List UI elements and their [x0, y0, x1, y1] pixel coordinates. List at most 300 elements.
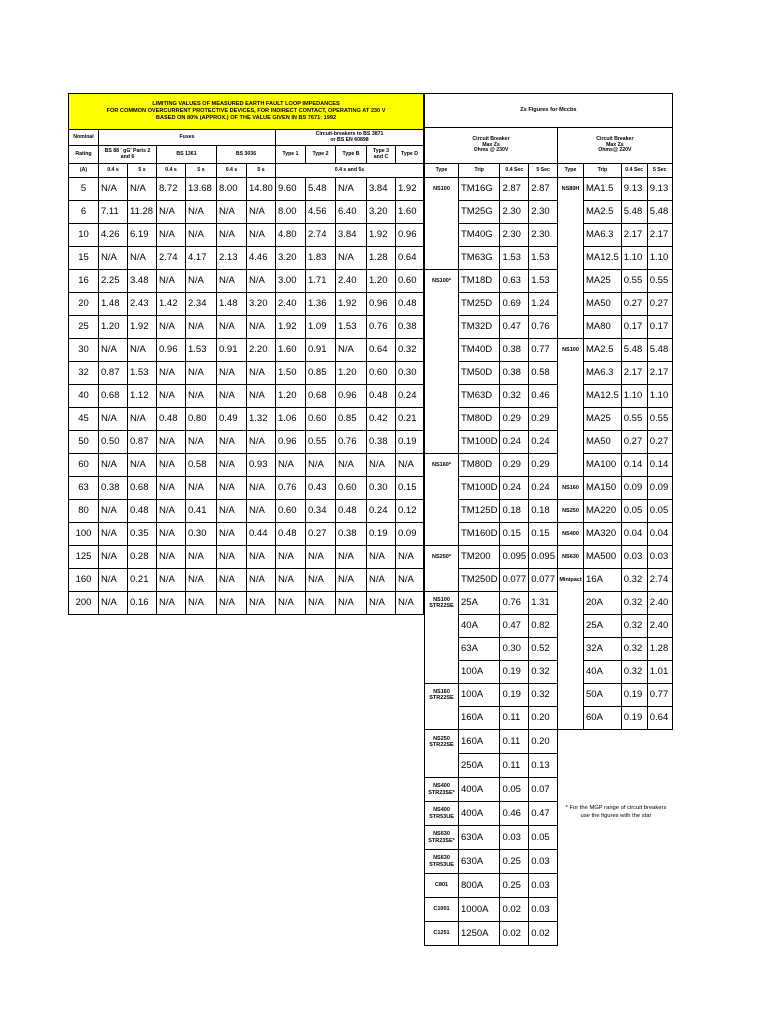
- cb-220v-line-3: Ohms@ 220V: [598, 147, 632, 154]
- table-row: [425, 615, 673, 638]
- trip-cell: 400A: [459, 802, 500, 826]
- impedance-cell: 0.55: [306, 431, 336, 454]
- impedance-cell: 3.20: [367, 201, 396, 224]
- blank-cell: [558, 922, 584, 946]
- impedance-cell: 1.42: [157, 293, 186, 316]
- impedance-cell: 1.12: [128, 385, 157, 408]
- impedance-cell: N/A: [157, 431, 186, 454]
- table-row: [425, 850, 673, 874]
- impedance-cell: N/A: [306, 569, 336, 592]
- zs-04-cell: 5.48: [621, 339, 647, 362]
- table-row: [69, 546, 424, 569]
- rating-cell: 200: [69, 592, 99, 615]
- impedance-cell: N/A: [217, 316, 247, 339]
- zs-04-cell: 0.19: [500, 661, 529, 684]
- impedance-cell: 1.60: [276, 339, 306, 362]
- sec04-col-header: 0.4 Sec: [500, 164, 529, 178]
- zs-5-cell: 0.24: [529, 431, 558, 454]
- type1-header: Type 1: [276, 146, 306, 164]
- breaker-type-cell: [425, 408, 459, 431]
- impedance-cell: N/A: [217, 431, 247, 454]
- zs-5-cell: 5.48: [647, 339, 672, 362]
- table-row: [425, 826, 673, 850]
- impedance-cell: 0.91: [306, 339, 336, 362]
- trip-cell: MA1.5: [584, 178, 622, 201]
- impedance-cell: 4.56: [306, 201, 336, 224]
- zs-04-cell: 1.10: [621, 247, 647, 270]
- zs-04-cell: 0.38: [500, 362, 529, 385]
- table-row: [425, 569, 673, 592]
- breaker-type-cell: NS400 STR23SE*: [425, 778, 459, 802]
- impedance-cell: N/A: [99, 339, 128, 362]
- zs-5-cell: 0.03: [529, 850, 558, 874]
- zs-5-cell: 0.03: [647, 546, 672, 569]
- impedance-cell: 1.92: [396, 178, 424, 201]
- time-header: 0.4 s: [157, 164, 186, 178]
- impedance-cell: N/A: [157, 454, 186, 477]
- time-header: 0.4 s: [99, 164, 128, 178]
- impedance-cell: 4.46: [247, 247, 276, 270]
- impedance-cell: N/A: [99, 546, 128, 569]
- impedance-cell: N/A: [186, 201, 217, 224]
- table-row: [425, 778, 673, 802]
- zs-04-cell: 0.04: [621, 523, 647, 546]
- zs-5-cell: 0.32: [529, 661, 558, 684]
- table-row: [425, 293, 673, 316]
- zs-5-cell: 2.17: [647, 362, 672, 385]
- trip-cell: 50A: [584, 684, 622, 707]
- blank-cell: [647, 826, 672, 850]
- impedance-cell: 8.72: [157, 178, 186, 201]
- breaker-type-cell: NS160*: [425, 454, 459, 477]
- zs-5-cell: 2.40: [647, 592, 672, 615]
- trip-cell: TM40D: [459, 339, 500, 362]
- zs-04-cell: 0.29: [500, 454, 529, 477]
- impedance-cell: 4.80: [276, 224, 306, 247]
- impedance-cell: 1.36: [306, 293, 336, 316]
- impedance-cell: 1.48: [217, 293, 247, 316]
- impedance-cell: N/A: [336, 178, 367, 201]
- impedance-cell: N/A: [186, 362, 217, 385]
- breaker-type-cell: [425, 661, 459, 684]
- zs-04-cell: 0.29: [500, 408, 529, 431]
- trip-cell: TM80D: [459, 454, 500, 477]
- rating-cell: 6: [69, 201, 99, 224]
- blank-cell: [621, 754, 647, 778]
- breaker-type-cell: [425, 477, 459, 500]
- trip-cell: TM80D: [459, 408, 500, 431]
- impedance-cell: 0.48: [396, 293, 424, 316]
- typeb-header: Type B: [336, 146, 367, 164]
- impedance-cell: N/A: [217, 569, 247, 592]
- impedance-cell: N/A: [157, 270, 186, 293]
- breakers-header-line-1: Circuit-breakers to BS 3871: [315, 130, 384, 137]
- trip-cell: TM125D: [459, 500, 500, 523]
- impedance-cell: N/A: [217, 385, 247, 408]
- impedance-cell: N/A: [186, 385, 217, 408]
- breaker-type-cell: NS100 STR22SE: [425, 592, 459, 615]
- cb-230v-header: [425, 128, 558, 164]
- time-header: 5 s: [247, 164, 276, 178]
- sec5-col-header: 5 Sec: [529, 164, 558, 178]
- impedance-cell: N/A: [128, 339, 157, 362]
- impedance-cell: N/A: [247, 201, 276, 224]
- rating-cell: 16: [69, 270, 99, 293]
- impedance-cell: 1.48: [99, 293, 128, 316]
- zs-04-cell: 0.18: [500, 500, 529, 523]
- rating-cell: 60: [69, 454, 99, 477]
- impedance-cell: 0.76: [367, 316, 396, 339]
- zs-5-cell: 1.01: [647, 661, 672, 684]
- impedance-cell: 2.40: [336, 270, 367, 293]
- table-row: [425, 316, 673, 339]
- zs-04-cell: 0.15: [500, 523, 529, 546]
- trip-cell: MA12.5: [584, 247, 622, 270]
- impedance-cell: 0.96: [157, 339, 186, 362]
- zs-5-cell: 0.46: [529, 385, 558, 408]
- impedance-cell: 0.38: [396, 316, 424, 339]
- table-row: [425, 178, 673, 201]
- impedance-cell: N/A: [157, 362, 186, 385]
- breaker-type-cell: [558, 431, 584, 454]
- typed-header: Type D: [396, 146, 424, 164]
- table-row: [425, 201, 673, 224]
- table-row: [69, 569, 424, 592]
- impedance-cell: N/A: [157, 546, 186, 569]
- impedance-cell: 3.48: [128, 270, 157, 293]
- impedance-cell: 1.20: [336, 362, 367, 385]
- trip-cell: MA150: [584, 477, 622, 500]
- trip-cell: 60A: [584, 707, 622, 730]
- zs-04-cell: 2.17: [621, 224, 647, 247]
- zs-04-cell: 0.25: [500, 850, 529, 874]
- impedance-cell: N/A: [186, 270, 217, 293]
- impedance-cell: 1.92: [367, 224, 396, 247]
- table-row: [425, 362, 673, 385]
- rating-cell: 160: [69, 569, 99, 592]
- trip-cell: MA6.3: [584, 224, 622, 247]
- impedance-cell: N/A: [157, 592, 186, 615]
- rating-cell: 63: [69, 477, 99, 500]
- zs-5-cell: 0.02: [529, 922, 558, 946]
- impedance-cell: 0.48: [367, 385, 396, 408]
- breaker-type-cell: [558, 201, 584, 224]
- blank-cell: [647, 754, 672, 778]
- breaker-type-cell: [425, 201, 459, 224]
- breaker-type-cell: C801: [425, 874, 459, 898]
- zs-5-cell: 1.10: [647, 385, 672, 408]
- zs-5-cell: 0.17: [647, 316, 672, 339]
- zs-5-cell: 0.04: [647, 523, 672, 546]
- zs-5-cell: 0.32: [529, 684, 558, 707]
- impedance-cell: 3.84: [367, 178, 396, 201]
- blank-cell: [558, 778, 584, 802]
- rating-cell: 32: [69, 362, 99, 385]
- bs88-header: BS 88 ' gG' Parts 2 and 6: [99, 146, 157, 164]
- impedance-cell: N/A: [99, 500, 128, 523]
- zs-5-cell: 0.09: [647, 477, 672, 500]
- cb-230v-line-1: Circuit Breaker: [472, 135, 510, 142]
- rating-cell: 20: [69, 293, 99, 316]
- impedance-cell: N/A: [217, 362, 247, 385]
- impedance-cell: N/A: [276, 454, 306, 477]
- breaker-type-cell: [558, 385, 584, 408]
- impedance-cell: N/A: [217, 224, 247, 247]
- table-row: [425, 874, 673, 898]
- table-row: [425, 638, 673, 661]
- zs-5-cell: 2.87: [529, 178, 558, 201]
- impedance-cell: 0.64: [367, 339, 396, 362]
- breaker-type-cell: [558, 316, 584, 339]
- impedance-cell: 0.12: [396, 500, 424, 523]
- impedance-cell: 0.96: [336, 385, 367, 408]
- blank-cell: [584, 922, 622, 946]
- breaker-type-cell: Minipact: [558, 569, 584, 592]
- trip-col-header: Trip: [584, 164, 622, 178]
- impedance-cell: N/A: [217, 500, 247, 523]
- zs-04-cell: 0.19: [621, 707, 647, 730]
- table-row: [69, 339, 424, 362]
- time-header: 0.4 s: [217, 164, 247, 178]
- breaker-type-cell: [558, 293, 584, 316]
- blank-cell: [584, 730, 622, 754]
- breaker-type-cell: NS100*: [425, 270, 459, 293]
- impedance-cell: N/A: [247, 592, 276, 615]
- impedance-cell: 1.50: [276, 362, 306, 385]
- zs-5-cell: 5.48: [647, 201, 672, 224]
- zs-04-cell: 0.05: [621, 500, 647, 523]
- zs-04-cell: 2.30: [500, 224, 529, 247]
- breaker-type-cell: [558, 224, 584, 247]
- impedance-cell: N/A: [336, 454, 367, 477]
- impedance-cell: N/A: [276, 546, 306, 569]
- zs-5-cell: 0.05: [647, 500, 672, 523]
- rating-cell: 40: [69, 385, 99, 408]
- impedance-cell: N/A: [157, 477, 186, 500]
- breaker-type-cell: NS630: [558, 546, 584, 569]
- zs-04-cell: 0.09: [621, 477, 647, 500]
- impedance-cell: 2.74: [157, 247, 186, 270]
- trip-cell: MA2.5: [584, 339, 622, 362]
- impedance-cell: N/A: [186, 569, 217, 592]
- zs-5-cell: 0.52: [529, 638, 558, 661]
- breaker-type-cell: NS250 STR22SE: [425, 730, 459, 754]
- zs-5-cell: 0.55: [647, 408, 672, 431]
- impedance-cell: N/A: [157, 316, 186, 339]
- zs-5-cell: 0.03: [529, 874, 558, 898]
- table-row: [69, 477, 424, 500]
- trip-cell: 250A: [459, 754, 500, 778]
- breaker-type-cell: [425, 247, 459, 270]
- impedance-cell: 0.41: [186, 500, 217, 523]
- impedance-cell: 0.48: [336, 500, 367, 523]
- rating-cell: 100: [69, 523, 99, 546]
- impedance-cell: 0.76: [336, 431, 367, 454]
- impedance-cell: N/A: [128, 247, 157, 270]
- zs-5-cell: 0.15: [529, 523, 558, 546]
- impedance-cell: N/A: [217, 454, 247, 477]
- impedance-cell: N/A: [247, 316, 276, 339]
- impedance-cell: N/A: [128, 408, 157, 431]
- breaker-type-cell: [558, 362, 584, 385]
- bs1361-header: BS 1361: [157, 146, 217, 164]
- table-row: [425, 922, 673, 946]
- impedance-cell: 8.00: [276, 201, 306, 224]
- impedance-cell: N/A: [99, 247, 128, 270]
- rating-cell: 10: [69, 224, 99, 247]
- impedance-cell: N/A: [157, 224, 186, 247]
- impedance-cell: N/A: [99, 569, 128, 592]
- impedance-cell: 13.68: [186, 178, 217, 201]
- table-row: [425, 224, 673, 247]
- mgp-footnote: * For the MGP range of circuit breakers use the figures with the star: [565, 805, 667, 819]
- zs-04-cell: 5.48: [621, 201, 647, 224]
- zs-5-cell: 2.30: [529, 224, 558, 247]
- impedance-cell: N/A: [396, 546, 424, 569]
- breaker-type-cell: [425, 500, 459, 523]
- trip-cell: 160A: [459, 707, 500, 730]
- blank-cell: [584, 778, 622, 802]
- rating-header: Rating: [69, 146, 99, 164]
- impedance-cell: 1.20: [99, 316, 128, 339]
- blank-cell: [584, 898, 622, 922]
- trip-cell: TM250D: [459, 569, 500, 592]
- zs-5-cell: 1.31: [529, 592, 558, 615]
- impedance-cell: 0.85: [336, 408, 367, 431]
- impedance-cell: 3.84: [336, 224, 367, 247]
- rating-cell: 125: [69, 546, 99, 569]
- table-row: [69, 431, 424, 454]
- cb-220v-header: [558, 128, 673, 164]
- impedance-cell: 1.60: [396, 201, 424, 224]
- impedance-cell: N/A: [336, 546, 367, 569]
- impedance-cell: N/A: [99, 454, 128, 477]
- impedance-cell: N/A: [367, 569, 396, 592]
- breaker-type-cell: [425, 385, 459, 408]
- rating-cell: 5: [69, 178, 99, 201]
- impedance-cell: 1.06: [276, 408, 306, 431]
- breaker-type-cell: NS250*: [425, 546, 459, 569]
- zs-04-cell: 0.11: [500, 730, 529, 754]
- impedance-cell: 0.85: [306, 362, 336, 385]
- impedance-cell: 0.60: [396, 270, 424, 293]
- zs-5-cell: 0.20: [529, 730, 558, 754]
- impedance-cell: 0.76: [276, 477, 306, 500]
- impedance-cell: 0.42: [367, 408, 396, 431]
- trip-cell: TM16G: [459, 178, 500, 201]
- impedance-cell: 0.44: [247, 523, 276, 546]
- blank-cell: [558, 730, 584, 754]
- impedance-cell: N/A: [186, 592, 217, 615]
- impedance-cell: 0.30: [396, 362, 424, 385]
- trip-cell: 630A: [459, 826, 500, 850]
- impedance-cell: N/A: [247, 431, 276, 454]
- table-row: [69, 523, 424, 546]
- trip-cell: TM25G: [459, 201, 500, 224]
- impedance-cell: 0.87: [128, 431, 157, 454]
- impedance-cell: 0.93: [247, 454, 276, 477]
- zs-5-cell: 0.27: [647, 293, 672, 316]
- type-col-header: Type: [425, 164, 459, 178]
- impedance-cell: N/A: [336, 247, 367, 270]
- impedance-cell: 0.60: [306, 408, 336, 431]
- impedance-cell: N/A: [336, 592, 367, 615]
- table-row: [425, 546, 673, 569]
- impedance-cell: N/A: [217, 592, 247, 615]
- impedance-cell: N/A: [186, 477, 217, 500]
- trip-cell: MA25: [584, 408, 622, 431]
- impedance-cell: N/A: [186, 316, 217, 339]
- zs-5-cell: 0.20: [529, 707, 558, 730]
- trip-cell: TM40G: [459, 224, 500, 247]
- rating-cell: 50: [69, 431, 99, 454]
- zs-04-cell: 1.53: [500, 247, 529, 270]
- breaker-type-cell: NS250: [558, 500, 584, 523]
- sec5-col-header: 5 Sec: [647, 164, 672, 178]
- table-row: [425, 707, 673, 730]
- trip-cell: MA50: [584, 431, 622, 454]
- impedance-cell: 0.32: [396, 339, 424, 362]
- trip-cell: 32A: [584, 638, 622, 661]
- breaker-type-cell: NS630 STR23SE*: [425, 826, 459, 850]
- zs-5-cell: 0.24: [529, 477, 558, 500]
- zs-04-cell: 0.05: [500, 778, 529, 802]
- breaker-type-cell: [425, 638, 459, 661]
- trip-cell: MA50: [584, 293, 622, 316]
- impedance-cell: 1.53: [128, 362, 157, 385]
- zs-04-cell: 2.17: [621, 362, 647, 385]
- impedance-cell: 0.34: [306, 500, 336, 523]
- time-header: 5 s: [186, 164, 217, 178]
- breaker-type-cell: [558, 638, 584, 661]
- breakers-header: [276, 130, 424, 146]
- trip-cell: TM25D: [459, 293, 500, 316]
- zs-04-cell: 0.27: [621, 431, 647, 454]
- zs-5-cell: 0.27: [647, 431, 672, 454]
- impedance-cell: N/A: [247, 362, 276, 385]
- blank-cell: [584, 874, 622, 898]
- cb-230v-line-2: Max Zs: [482, 141, 500, 148]
- table-row: [425, 684, 673, 707]
- blank-cell: [647, 778, 672, 802]
- breaker-type-cell: [425, 754, 459, 778]
- zs-04-cell: 0.32: [621, 592, 647, 615]
- zs-04-cell: 0.17: [621, 316, 647, 339]
- table-row: [425, 477, 673, 500]
- trip-cell: TM200: [459, 546, 500, 569]
- blank-cell: [558, 754, 584, 778]
- breaker-type-cell: [425, 523, 459, 546]
- impedance-cell: N/A: [247, 477, 276, 500]
- blank-cell: [558, 874, 584, 898]
- trip-cell: 1000A: [459, 898, 500, 922]
- impedance-cell: N/A: [276, 569, 306, 592]
- zs-04-cell: 0.02: [500, 898, 529, 922]
- table-row: [69, 178, 424, 201]
- trip-cell: TM32D: [459, 316, 500, 339]
- impedance-cell: 1.32: [247, 408, 276, 431]
- zs-04-cell: 0.32: [621, 569, 647, 592]
- zs-04-cell: 0.38: [500, 339, 529, 362]
- impedance-cell: 0.87: [99, 362, 128, 385]
- impedance-cell: 0.30: [367, 477, 396, 500]
- impedance-cell: 6.19: [128, 224, 157, 247]
- blank-cell: [647, 898, 672, 922]
- impedance-cell: N/A: [99, 523, 128, 546]
- breaker-type-cell: [558, 454, 584, 477]
- breaker-type-cell: [425, 615, 459, 638]
- trip-cell: 25A: [584, 615, 622, 638]
